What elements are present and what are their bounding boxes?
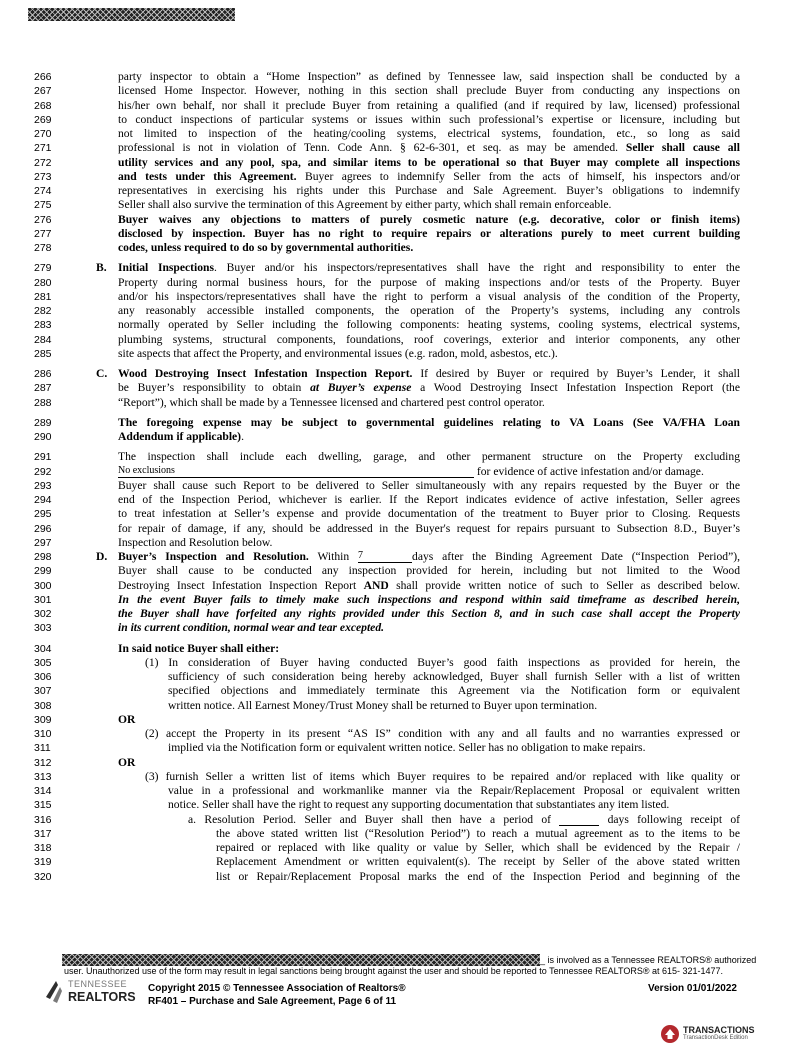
line-number: 311	[34, 742, 51, 755]
line-text	[145, 770, 740, 784]
text-run: AND	[363, 578, 389, 592]
line-number: 312	[34, 756, 52, 769]
text-run: Buyer shall cause to be conducted any inspection provided for herein, including but not limited to the Wood	[118, 564, 740, 578]
line-number: 275	[34, 199, 52, 212]
text-run: the above stated written list (“Resolution Period”) to reach a mutual agreement as to the items to be	[216, 826, 740, 840]
line-text	[168, 741, 740, 755]
line-268	[0, 99, 811, 113]
line-number: 270	[34, 128, 52, 140]
text-run: specified objections and immediately terminate this Agreement via the Notification form or equivalent	[168, 684, 740, 698]
line-312	[0, 756, 811, 770]
line-text	[168, 699, 740, 713]
text-run: Seller shall also survive the termination of this Agreement by either party, which shall remain enforceable.	[118, 198, 612, 212]
line-text	[118, 621, 740, 635]
line-number: 284	[34, 333, 52, 346]
text-run: . Buyer and/or his inspectors/representatives shall have the right and responsibility to enter the	[214, 261, 740, 275]
text-run: Buyer’s Inspection and Resolution.	[118, 550, 309, 563]
line-number: 279	[34, 262, 52, 275]
line-text	[118, 367, 740, 381]
text-run: list or Repair/Replacement Proposal marks the end of the Inspection Period and beginning of the	[216, 869, 740, 883]
line-296	[0, 522, 811, 536]
line-number: 274	[34, 185, 52, 197]
line-number: 299	[34, 565, 52, 578]
line-304	[0, 642, 811, 656]
line-317	[0, 827, 811, 841]
line-text	[118, 213, 740, 227]
line-number: 293	[34, 479, 52, 492]
line-302	[0, 607, 811, 621]
line-text	[118, 479, 740, 493]
line-number: 285	[34, 347, 52, 360]
line-number: 272	[34, 156, 52, 169]
line-text	[118, 227, 740, 241]
text-run: for repair of damage, if any, should be addressed in the Buyer's request for repairs pursuant to Subsection 8.D., Buyer’s	[118, 521, 740, 535]
line-number: 289	[34, 416, 52, 429]
line-number: 310	[34, 728, 52, 740]
text-run: to conduct inspections of particular systems or issues within such professional’s expertise or licensure, including but	[118, 112, 740, 126]
text-run: Within	[308, 550, 359, 563]
transactions-mark-icon	[660, 1024, 680, 1044]
line-285	[0, 347, 811, 361]
line-text	[168, 670, 740, 684]
line-311	[0, 741, 811, 755]
text-run: Wood Destroying Insect Infestation Inspection Report.	[118, 367, 413, 380]
line-291	[0, 450, 811, 464]
text-run: Destroying Insect Infestation Inspection Report	[118, 578, 364, 592]
line-number: 303	[34, 622, 52, 635]
line-number: 268	[34, 99, 52, 112]
line-number: 317	[34, 827, 52, 840]
text-run: days after the Binding Agreement Date (“Inspection Period”),	[412, 550, 740, 563]
line-text	[118, 430, 740, 444]
redacted-header	[28, 8, 235, 21]
line-number: 314	[34, 785, 52, 797]
line-text	[118, 241, 740, 255]
line-277	[0, 227, 811, 241]
text-run: party inspector to obtain a “Home Inspection” as defined by Tennessee law, said inspection shall be conducted by a	[118, 70, 740, 83]
line-270	[0, 127, 811, 141]
text-run: a. Resolution Period. Seller and Buyer shall then have a period of	[188, 812, 560, 826]
line-number: 306	[34, 671, 52, 683]
line-number: 294	[34, 494, 52, 506]
text-run: (2) accept the Property in its present “AS IS” condition with any and all faults and no warranties expressed or	[145, 727, 740, 740]
line-273	[0, 170, 811, 184]
line-text	[118, 304, 740, 318]
line-271	[0, 141, 811, 155]
line-number: 290	[34, 431, 52, 443]
line-number: 273	[34, 170, 52, 183]
line-text	[118, 579, 740, 593]
text-run: Initial Inspections	[118, 261, 215, 275]
line-number: 301	[34, 593, 52, 606]
line-number: 271	[34, 142, 52, 155]
section-marker: D.	[96, 550, 108, 563]
line-number: 291	[34, 451, 52, 464]
line-308	[0, 699, 811, 713]
text-run: and tests under this Agreement.	[118, 169, 297, 183]
line-text	[118, 184, 740, 198]
line-315	[0, 798, 811, 812]
line-319	[0, 855, 811, 869]
line-number: 307	[34, 685, 52, 698]
line-text	[168, 798, 740, 812]
line-297	[0, 536, 811, 550]
tennessee-realtors-logo	[44, 977, 136, 1007]
line-number: 266	[34, 71, 52, 83]
line-269	[0, 113, 811, 127]
line-text	[118, 70, 740, 84]
line-318	[0, 841, 811, 855]
text-run: normally operated by Seller including the following components: heating systems, cooling systems, electrical systems,	[118, 318, 740, 332]
line-266	[0, 70, 811, 84]
line-number: 320	[34, 870, 52, 883]
line-276	[0, 213, 811, 227]
line-text	[216, 855, 740, 869]
line-number: 302	[34, 608, 52, 620]
line-text	[118, 607, 740, 621]
line-286	[0, 367, 811, 381]
text-run: If desired by Buyer or required by Buyer’s Lender, it shall	[412, 367, 740, 380]
text-run: codes, unless required to do so by governmental authorities.	[118, 241, 414, 254]
line-number: 276	[34, 213, 52, 226]
line-text	[118, 713, 740, 727]
line-text	[118, 450, 740, 464]
text-run: implied via the Notification form or equivalent written notice. Seller has no obligation to make repairs.	[168, 741, 646, 755]
line-text	[118, 141, 740, 155]
line-293	[0, 479, 811, 493]
text-run: Property during normal business hours, for the purpose of making inspections and/or tests of the Property. Buyer	[118, 275, 740, 289]
line-text	[118, 507, 740, 521]
text-run: to treat infestation at Seller’s expense and provide documentation of the treatment to Buyer prior to Closing. Requests	[118, 507, 740, 521]
line-text	[118, 113, 740, 127]
footer-authorized-text: _ is involved as a Tennessee REALTORS® authorized	[540, 955, 757, 965]
line-number: 295	[34, 508, 52, 521]
text-run: In said notice Buyer shall either:	[118, 641, 280, 655]
text-run: OR	[118, 755, 136, 769]
line-number: 315	[34, 799, 52, 812]
line-text	[118, 396, 740, 410]
text-run: Buyer shall cause such Report to be delivered to Seller simultaneously with any repairs requested by the Buyer or the	[118, 478, 740, 492]
text-run: a Wood Destroying Insect Infestation Inspection Report (the	[411, 381, 740, 395]
line-288	[0, 396, 811, 410]
line-number: 287	[34, 382, 52, 395]
text-run: Inspection and Resolution below.	[118, 535, 273, 549]
line-text	[118, 347, 740, 361]
footer-warning-text: user. Unauthorized use of the form may result in legal sanctions being brought against the user and should be reported to Tennessee REALTORS® at 615- 321-1477.	[64, 966, 724, 976]
text-run: Replacement Amendment or written equivalent(s). The receipt by Seller of the above stated written	[216, 855, 740, 869]
line-text	[145, 727, 740, 741]
text-run: not limited to inspection of the heating/cooling systems, electrical systems, foundation, etc., so long as said	[118, 127, 740, 140]
text-run: days following receipt of	[599, 812, 740, 826]
text-run: Seller shall cause all	[625, 141, 740, 155]
text-run: The inspection shall include each dwelling, garage, and other permanent structure on the Property excluding	[118, 450, 740, 464]
line-number: 286	[34, 368, 52, 380]
section-marker: C.	[96, 367, 108, 380]
transactions-subtitle: TransactionDesk Edition	[683, 1035, 748, 1041]
line-289	[0, 416, 811, 430]
line-number: 319	[34, 856, 52, 869]
line-295	[0, 507, 811, 521]
line-text	[216, 870, 740, 884]
line-text	[118, 127, 740, 141]
line-279	[0, 261, 811, 275]
line-320	[0, 870, 811, 884]
line-number: 269	[34, 113, 52, 126]
text-run: professional is not in violation of Tenn. Code Ann. § 62-6-301, et seq. as may be amended.	[118, 141, 626, 155]
logo-bottom-text: REALTORS	[68, 990, 136, 1004]
text-run: shall provide written notice of such to Seller as described below.	[388, 578, 740, 592]
form-field-days[interactable]: 7	[358, 550, 412, 563]
line-number: 300	[34, 579, 52, 592]
line-text	[188, 813, 740, 827]
text-run: site aspects that affect the Property, and environmental issues (e.g. radon, mold, asbestos, etc.).	[118, 346, 558, 360]
transactions-logo	[660, 1024, 770, 1046]
line-280	[0, 276, 811, 290]
line-text	[118, 564, 740, 578]
footer-form-title: RF401 – Purchase and Sale Agreement, Page 6 of 11	[148, 996, 397, 1007]
text-run: .	[241, 430, 244, 443]
line-text	[118, 381, 740, 395]
line-number: 313	[34, 770, 52, 783]
text-run: licensed Home Inspector. However, nothing in this section shall preclude Buyer from conducting any inspections on	[118, 84, 740, 98]
line-number: 282	[34, 305, 52, 317]
line-298	[0, 550, 811, 564]
text-run: in its current condition, normal wear and tear excepted.	[118, 621, 385, 635]
line-number: 296	[34, 522, 52, 535]
footer-version: Version 01/01/2022	[648, 983, 737, 994]
line-number: 278	[34, 242, 52, 254]
line-number: 281	[34, 290, 52, 303]
text-run: be Buyer’s responsibility to obtain	[118, 381, 311, 395]
line-number: 267	[34, 85, 52, 98]
line-text	[118, 642, 740, 656]
line-305	[0, 656, 811, 670]
line-text	[118, 290, 740, 304]
line-number: 280	[34, 276, 52, 289]
section-marker: B.	[96, 261, 107, 275]
line-278	[0, 241, 811, 255]
line-number: 297	[34, 536, 52, 549]
line-282	[0, 304, 811, 318]
text-run: (3) furnish Seller a written list of items which Buyer requires to be repaired and/or replaced with like quality or	[145, 769, 740, 783]
line-300	[0, 579, 811, 593]
line-number: 308	[34, 699, 52, 712]
line-294	[0, 493, 811, 507]
text-run: any reasonably accessible installed components, the operation of the Property’s systems, including any controls	[118, 304, 740, 317]
form-field-exclusions[interactable]: No exclusions	[118, 465, 474, 478]
text-run: OR	[118, 712, 136, 726]
line-number: 298	[34, 551, 52, 563]
text-run: repaired or replaced with like quality or value by Seller, which shall be evidenced by the Repair /	[216, 841, 740, 854]
line-267	[0, 84, 811, 98]
text-run: plumbing systems, structural components, foundations, roof coverings, exterior and interior components, any other	[118, 332, 740, 346]
line-number: 283	[34, 319, 52, 332]
line-283	[0, 318, 811, 332]
text-run: written notice. All Earnest Money/Trust Money shall be returned to Buyer upon termination.	[168, 698, 598, 712]
line-number: 288	[34, 396, 52, 409]
line-275	[0, 198, 811, 212]
text-run: (1) In consideration of Buyer having conducted Buyer’s good faith inspections as provided for herein, the	[145, 655, 740, 669]
line-284	[0, 333, 811, 347]
line-text	[118, 550, 740, 564]
line-text	[145, 656, 740, 670]
line-text	[118, 276, 740, 290]
text-run: sufficiency of such consideration being hereby acknowledged, Buyer shall furnish Seller with a list of written	[168, 670, 740, 683]
line-number: 277	[34, 227, 52, 240]
text-run: at Buyer’s expense	[310, 381, 412, 395]
line-306	[0, 670, 811, 684]
line-text	[118, 156, 740, 170]
line-text	[118, 522, 740, 536]
line-number: 318	[34, 842, 52, 854]
form-field-resolution[interactable]	[559, 813, 599, 826]
line-text	[118, 416, 740, 430]
text-run: utility services and any pool, spa, and similar items to be operational so that Buyer may complete all inspections	[118, 155, 740, 169]
transactions-title: TRANSACTIONS	[683, 1025, 755, 1035]
realtors-mark-icon	[44, 979, 70, 1005]
line-number: 304	[34, 642, 52, 655]
line-number: 305	[34, 656, 52, 669]
text-run: notice. Seller shall have the right to request any supporting documentation that substantiates any item listed.	[168, 798, 670, 812]
text-run: Addendum if applicable)	[118, 430, 242, 443]
line-text	[118, 261, 740, 275]
line-316	[0, 813, 811, 827]
line-307	[0, 684, 811, 698]
line-number: 309	[34, 713, 52, 726]
line-text	[168, 784, 740, 798]
text-run: In the event Buyer fails to timely make such inspections and respond within said timeframe as described herein,	[118, 592, 740, 606]
text-run: for evidence of active infestation and/or damage.	[474, 464, 704, 478]
line-272	[0, 156, 811, 170]
line-301	[0, 593, 811, 607]
text-run: representatives in exercising his rights under this Purchase and Sale Agreement. Buyer’s obligations to indemnify	[118, 184, 740, 197]
redacted-user-name	[62, 954, 540, 966]
line-309	[0, 713, 811, 727]
line-text	[118, 536, 740, 550]
line-274	[0, 184, 811, 198]
line-text	[118, 465, 740, 479]
text-run: disclosed by inspection. Buyer has no right to require repairs or alterations purely to meet current building	[118, 226, 740, 240]
text-run: value in a professional and workmanlike manner via the Repair/Replacement Proposal or equivalent written	[168, 784, 740, 797]
footer-copyright: Copyright 2015 © Tennessee Association of Realtors®	[148, 983, 406, 994]
text-run: The foregoing expense may be subject to governmental guidelines relating to VA Loans (See VA/FHA Loan	[118, 415, 740, 429]
line-281	[0, 290, 811, 304]
line-text	[118, 593, 740, 607]
line-287	[0, 381, 811, 395]
line-text	[118, 99, 740, 113]
line-292	[0, 465, 811, 479]
line-290	[0, 430, 811, 444]
line-314	[0, 784, 811, 798]
line-text	[118, 333, 740, 347]
line-text	[118, 198, 740, 212]
line-299	[0, 564, 811, 578]
text-run: “Report”), which shall be made by a Tennessee licensed and chartered pest control operator.	[118, 395, 545, 409]
line-310	[0, 727, 811, 741]
text-run: end of the Inspection Period, whichever is earlier. If the Report indicates evidence of active infestation, Seller agrees	[118, 493, 740, 506]
line-text	[118, 170, 740, 184]
text-run: and/or his inspectors/representatives shall have the right to perform a visual analysis of the condition of the Property,	[118, 289, 740, 303]
line-313	[0, 770, 811, 784]
text-run: his/her own behalf, nor shall it preclude Buyer from retaining a qualified (and if required by law, licensed) professional	[118, 98, 740, 112]
line-text	[118, 318, 740, 332]
logo-top-text: TENNESSEE	[68, 979, 128, 989]
line-text	[118, 84, 740, 98]
line-303	[0, 621, 811, 635]
line-text	[216, 827, 740, 841]
line-text	[118, 493, 740, 507]
line-number: 316	[34, 813, 52, 826]
line-text	[168, 684, 740, 698]
line-text	[118, 756, 740, 770]
line-text	[216, 841, 740, 855]
text-run: Buyer waives any objections to matters of purely cosmetic nature (e.g. decorative, color or finish items)	[118, 212, 740, 226]
line-number: 292	[34, 465, 52, 478]
text-run: the Buyer shall have forfeited any rights provided under this Section 8, and in such case shall accept the Property	[118, 607, 740, 620]
text-run: Buyer agrees to indemnify Seller from the acts of himself, his inspectors and/or	[296, 169, 740, 183]
